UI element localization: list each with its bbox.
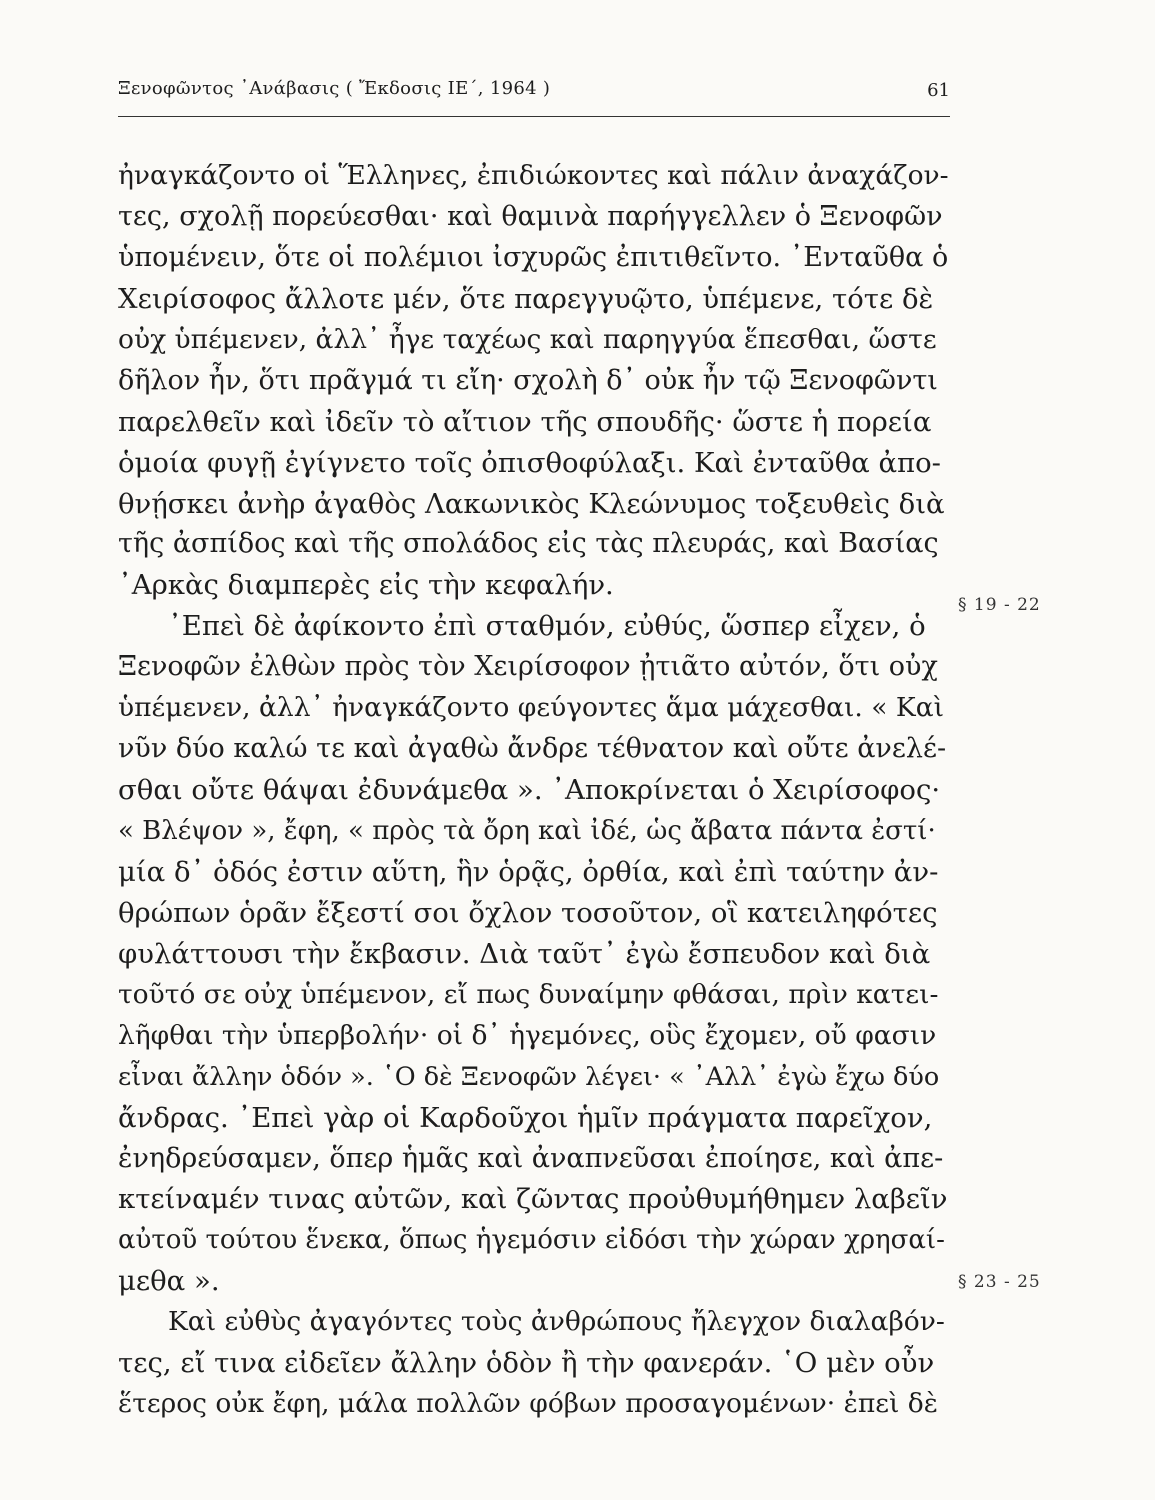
text-line: τες, εἴ τινα εἰδεῖεν ἄλλην ὁδὸν ἢ τὴν φανεράν. ῾Ο μὲν οὖν [118,1347,935,1380]
running-header [118,78,950,118]
text-line: αὐτοῦ τούτου ἕνεκα, ὅπως ἡγεμόσιν εἰδόσι τὴν χώραν χρησαί- [118,1225,945,1256]
text-line: σθαι οὔτε θάψαι ἐδυνάμεθα ». ᾿Αποκρίνεται ὁ Χειρίσοφος· [118,774,941,807]
body-text [118,156,950,1425]
text-line: θνῄσκει ἀνὴρ ἀγαθὸς Λακωνικὸς Κλεώνυμος τοξευθεὶς διὰ [118,487,945,520]
text-line: τες, σχολῇ πορεύεσθαι· καὶ θαμινὰ παρήγγελλεν ὁ Ξενοφῶν [118,200,943,232]
text-line: ἄνδρας. ᾿Επεὶ γὰρ οἱ Καρδοῦχοι ἡμῖν πράγματα παρεῖχον, [118,1101,933,1134]
text-line: εἶναι ἄλλην ὁδόν ». ῾Ο δὲ Ξενοφῶν λέγει· « ᾿Αλλ᾽ ἐγὼ ἔχω δύο [118,1061,940,1092]
text-line: παρελθεῖν καὶ ἰδεῖν τὸ αἴτιον τῆς σπουδῆς· ὥστε ἡ πορεία [118,405,932,438]
text-line: νῦν δύο καλώ τε καὶ ἀγαθὼ ἄνδρε τέθνατον καὶ οὔτε ἀνελέ- [118,733,947,765]
text-line: Ξενοφῶν ἐλθὼν πρὸς τὸν Χειρίσοφον ᾐτιᾶτο αὐτόν, ὅτι οὐχ [118,651,938,683]
text-line: λῆφθαι τὴν ὑπερβολήν· οἱ δ᾽ ἡγεμόνες, οὓς ἔχομεν, οὔ φασιν [118,1019,937,1051]
text-line: ἠναγκάζοντο οἱ Ἕλληνες, ἐπιδιώκοντες καὶ πάλιν ἀναχάζον- [118,160,949,191]
text-line: ἐνηδρεύσαμεν, ὅπερ ἡμᾶς καὶ ἀναπνεῦσαι ἐποίησε, καὶ ἀπε- [118,1142,944,1174]
text-line: τοῦτό σε οὐχ ὑπέμενον, εἴ πως δυναίμην φθάσαι, πρὶν κατει- [118,978,939,1010]
text-line: κτείναμέν τινας αὐτῶν, καὶ ζῶντας προὐθυμήθημεν λαβεῖν [118,1183,948,1216]
text-line: ὁμοία φυγῇ ἐγίγνετο τοῖς ὀπισθοφύλαξι. Καὶ ἐνταῦθα ἀπο- [118,446,941,479]
text-line: θρώπων ὁρᾶν ἔξεστί σοι ὄχλον τοσοῦτον, οἳ κατειληφότες [118,896,938,929]
margin-section-ref: § 23 - 25 [958,1272,1041,1292]
text-line: μία δ᾽ ὁδός ἐστιν αὕτη, ἣν ὁρᾷς, ὀρθία, καὶ ἐπὶ ταύτην ἀν- [118,855,939,888]
text-line: φυλάττουσι τὴν ἔκβασιν. Διὰ ταῦτ᾽ ἐγὼ ἔσπευδον καὶ διὰ [118,937,931,970]
paragraph-start-line: ᾿Επεὶ δὲ ἀφίκοντο ἐπὶ σταθμόν, εὐθύς, ὥσπερ εἶχεν, ὁ [168,610,926,643]
margin-section-ref: § 19 - 22 [958,595,1041,615]
text-line: τῆς ἀσπίδος καὶ τῆς σπολάδος εἰς τὰς πλευράς, καὶ Βασίας [118,528,939,560]
text-line: ᾿Αρκὰς διαμπερὲς εἰς τὴν κεφαλήν. [118,569,614,602]
text-line: ὑπέμενεν, ἀλλ᾽ ἠναγκάζοντο φεύγοντες ἅμα μάχεσθαι. « Καὶ [118,692,944,724]
paragraph-start-line: Καὶ εὐθὺς ἀγαγόντες τοὺς ἀνθρώπους ἤλεγχον διαλαβόν- [168,1306,945,1338]
text-line: δῆλον ἦν, ὅτι πρᾶγμά τι εἴη· σχολὴ δ᾽ οὐκ ἦν τῷ Ξενοφῶντι [118,364,938,396]
page-number: 61 [927,80,950,101]
header-rule [118,116,950,117]
text-line: ὑπομένειν, ὅτε οἱ πολέμιοι ἰσχυρῶς ἐπιτιθεῖντο. ᾿Ενταῦθα ὁ [118,241,949,273]
text-line: ἕτερος οὐκ ἔφη, μάλα πολλῶν φόβων προσαγομένων· ἐπεὶ δὲ [118,1388,938,1420]
text-line: « Βλέψον », ἔφη, « πρὸς τὰ ὄρη καὶ ἰδέ, ὡς ἄβατα πάντα ἐστί· [118,816,936,846]
running-title: Ξενοφῶντος ᾿Ανάβασις ( Ἔκδοσις ΙΕ΄, 1964 ) [118,78,551,99]
text-line: οὐχ ὑπέμενεν, ἀλλ᾽ ἦγε ταχέως καὶ παρηγγύα ἕπεσθαι, ὥστε [118,323,937,355]
text-line: μεθα ». [118,1265,220,1298]
text-line: Χειρίσοφος ἄλλοτε μέν, ὅτε παρεγγυῷτο, ὑπέμενε, τότε δὲ [118,282,934,315]
